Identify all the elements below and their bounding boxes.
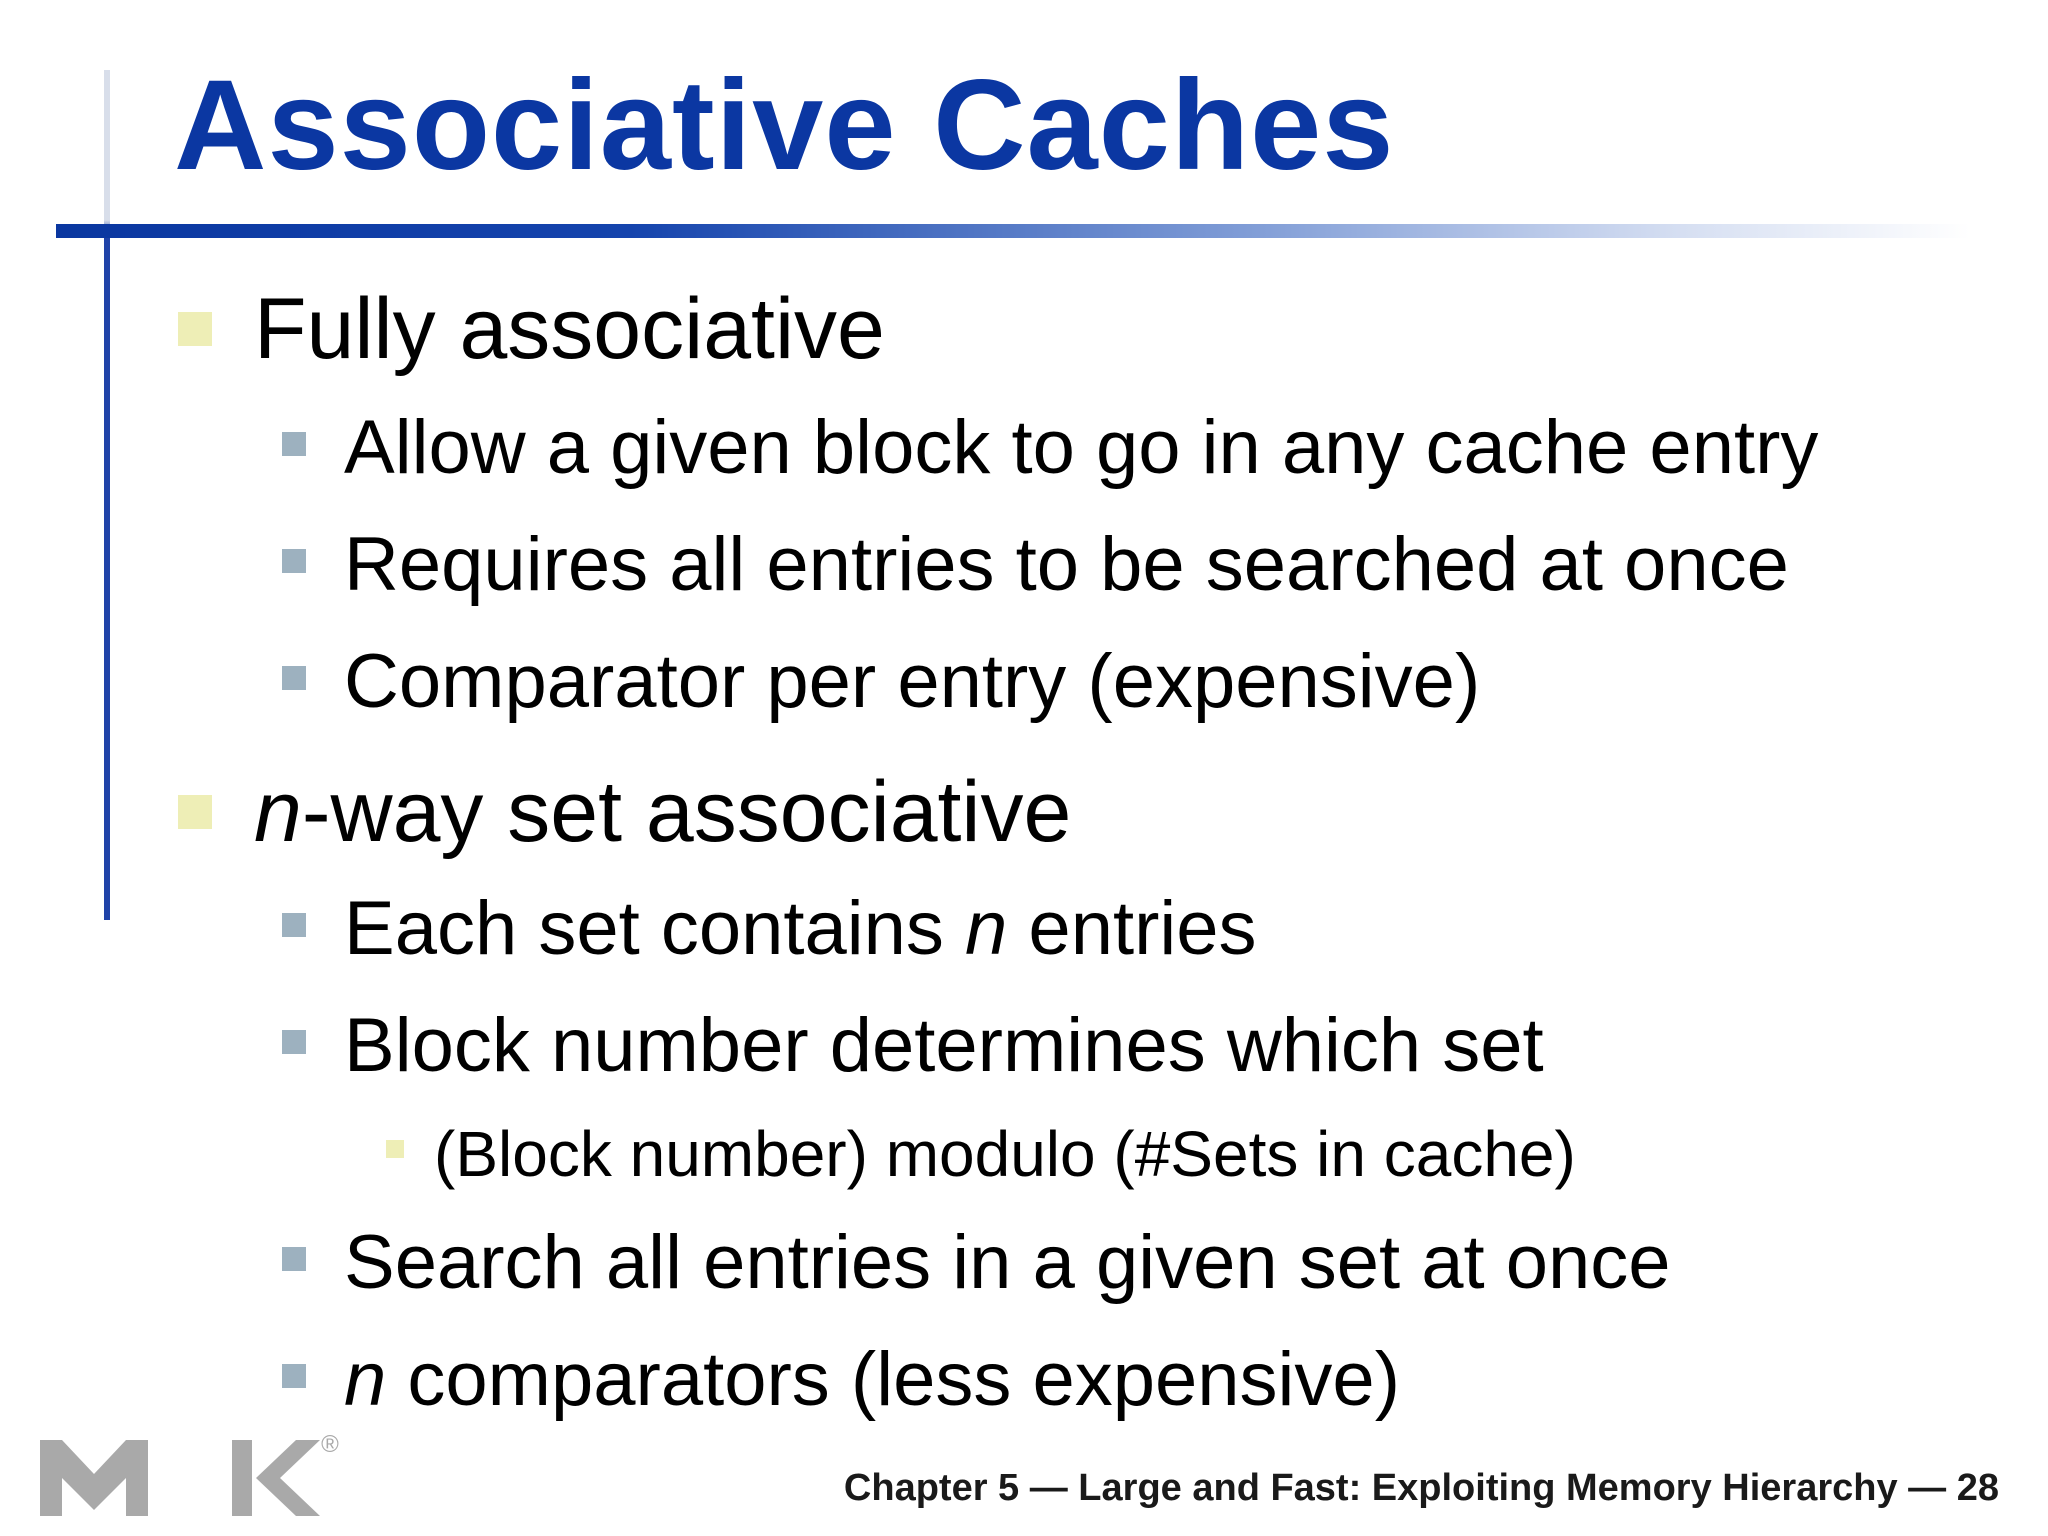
- sub-bullet-block-number: [344, 1003, 1544, 1088]
- square-bullet-icon: [282, 666, 306, 690]
- square-bullet-icon: [282, 1030, 306, 1054]
- registered-mark: ®: [321, 1431, 339, 1458]
- square-bullet-icon: [282, 432, 306, 456]
- bullet-text: Comparator per entry (expensive): [344, 639, 1481, 724]
- slide-footer: Chapter 5 — Large and Fast: Exploiting Memory Hierarchy — 28: [843, 1467, 1999, 1509]
- bullet-fully-associative: [254, 281, 885, 377]
- sub-bullet-any-entry: [344, 405, 1819, 490]
- square-bullet-icon: [178, 795, 212, 829]
- bullet-text: Search all entries in a given set at once: [344, 1220, 1671, 1305]
- italic-n: n: [965, 886, 1008, 971]
- square-bullet-icon: [386, 1140, 404, 1158]
- slide-title: Associative Caches: [174, 54, 1395, 197]
- square-bullet-icon: [282, 549, 306, 573]
- mk-publisher-logo-icon: [40, 1430, 340, 1520]
- sub-bullet-n-comparators: [344, 1337, 1400, 1422]
- italic-n: n: [344, 1337, 387, 1422]
- bullet-text: Block number determines which set: [344, 1003, 1544, 1088]
- bullet-text: Fully associative: [254, 281, 885, 377]
- sub-sub-bullet-modulo: [434, 1118, 1576, 1190]
- square-bullet-icon: [282, 1364, 306, 1388]
- bullet-text: Allow a given block to go in any cache entry: [344, 405, 1819, 490]
- italic-n: n: [254, 764, 302, 860]
- square-bullet-icon: [282, 913, 306, 937]
- logo-k-stem: [232, 1440, 252, 1516]
- square-bullet-icon: [178, 312, 212, 346]
- bullet-text: Each set contains: [344, 886, 966, 971]
- sub-bullet-comparator-per-entry: [344, 639, 1481, 724]
- bullet-text: -way set associative: [301, 764, 1072, 860]
- logo-m-glyph: [40, 1440, 148, 1516]
- sub-bullet-searched-at-once: [344, 522, 1789, 607]
- sub-bullet-search-set: [344, 1220, 1671, 1305]
- bullet-text: Requires all entries to be searched at once: [344, 522, 1789, 607]
- bullet-text: comparators (less expensive): [386, 1337, 1400, 1422]
- bullet-text: entries: [1007, 886, 1257, 971]
- bullet-n-way-set-associative: [254, 764, 1072, 860]
- square-bullet-icon: [282, 1247, 306, 1271]
- bullet-text: (Block number) modulo (#Sets in cache): [434, 1118, 1576, 1190]
- sub-bullet-each-set: [344, 886, 1257, 971]
- logo-k-chevron: [256, 1440, 320, 1516]
